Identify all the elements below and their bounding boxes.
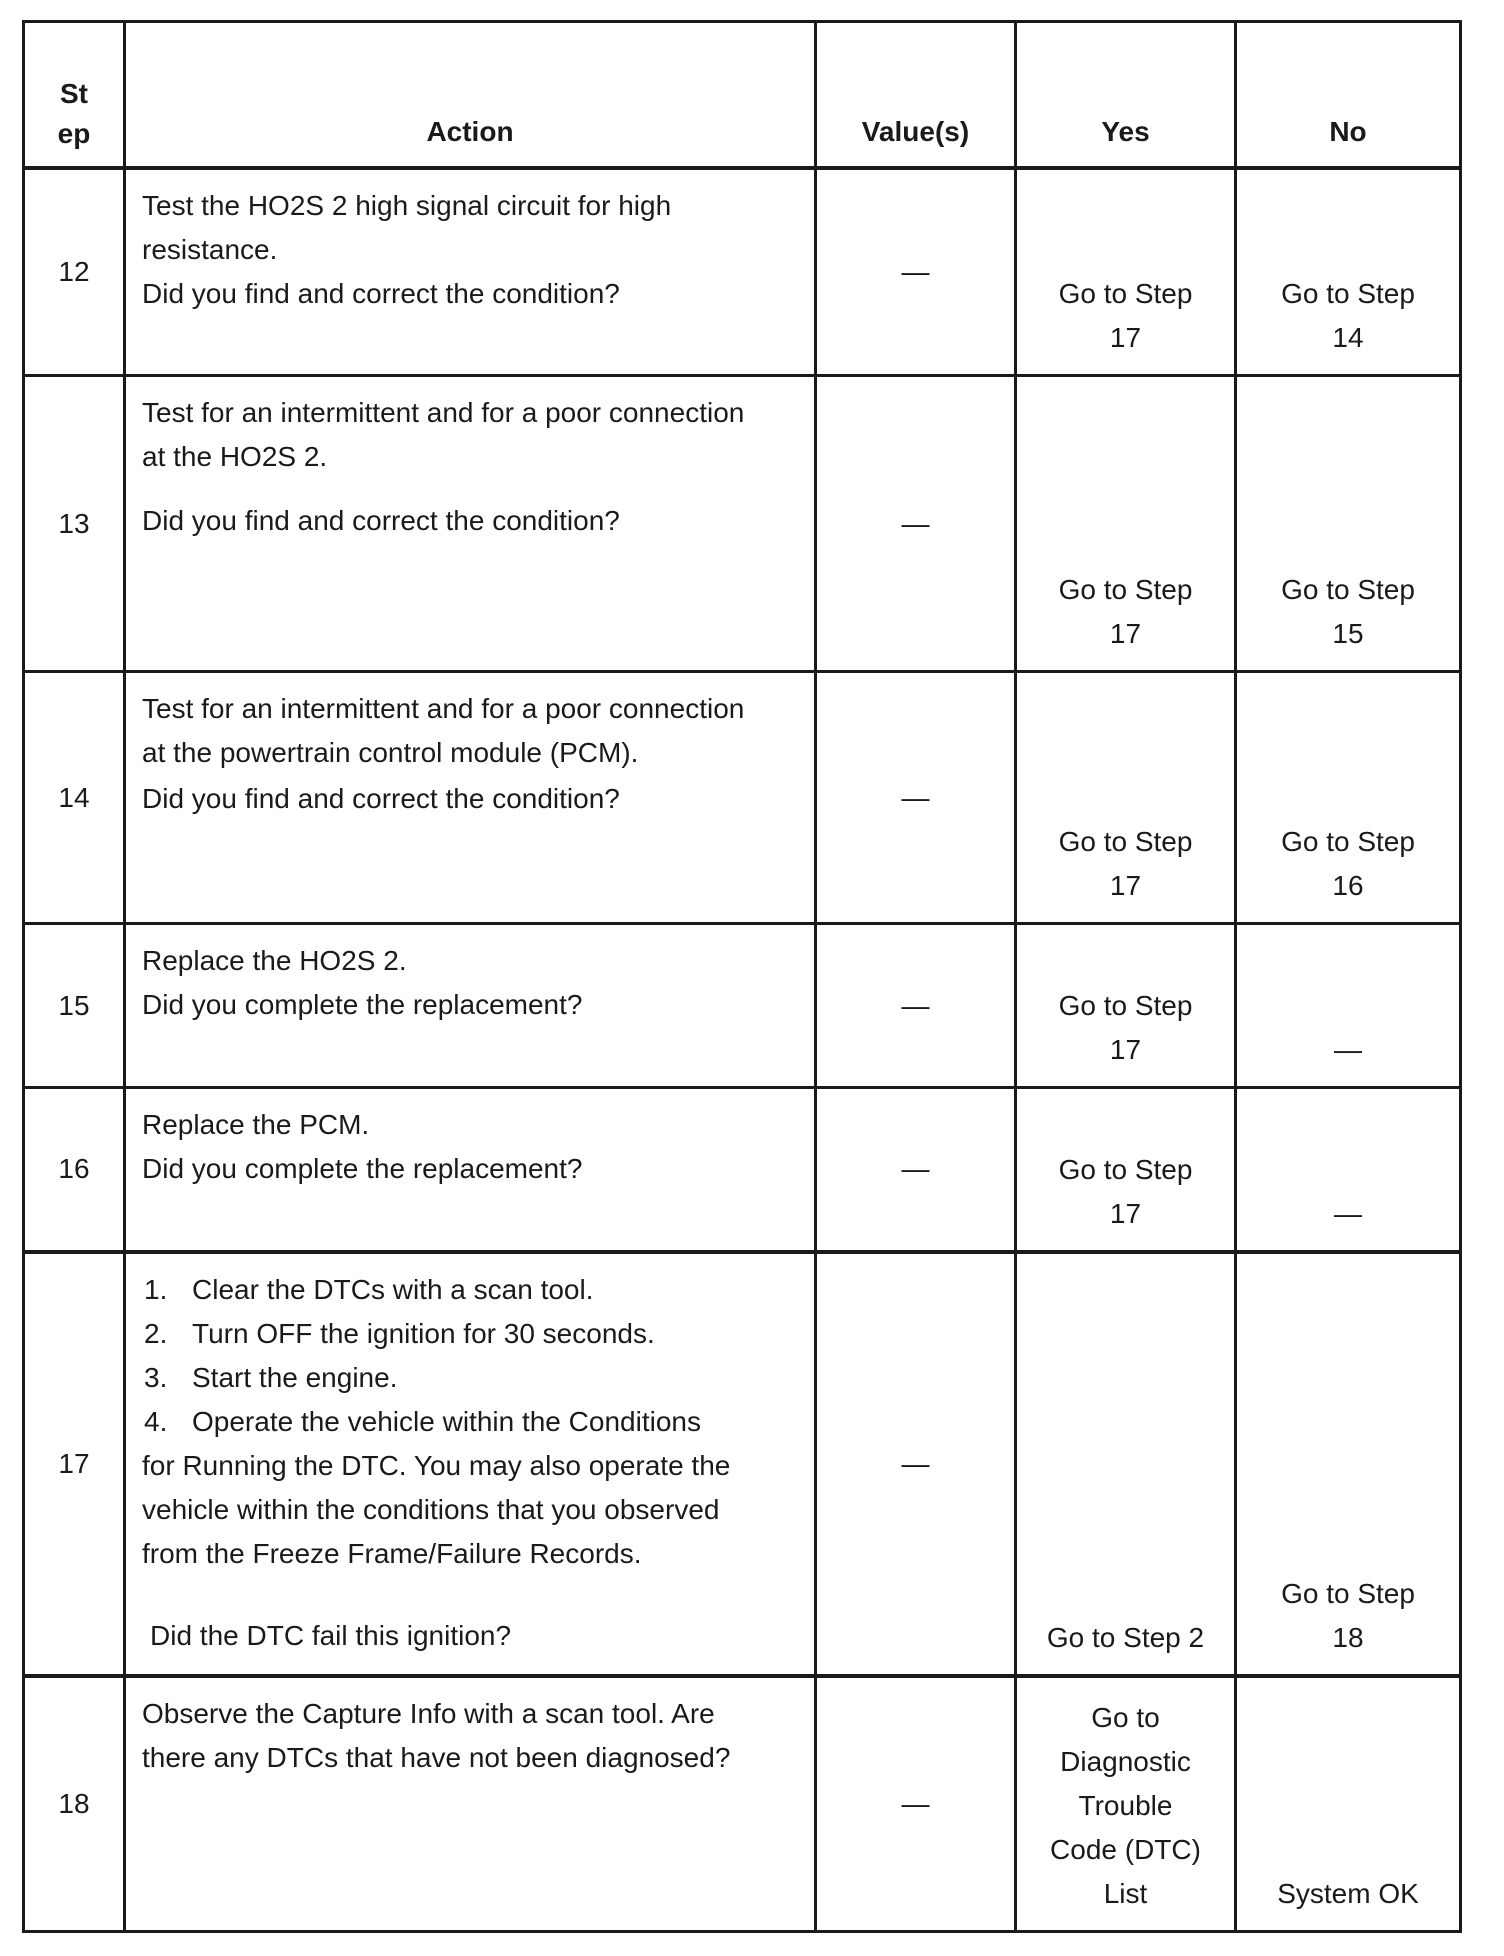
action-line: at the HO2S 2. [142, 441, 328, 472]
action-line: vehicle within the conditions that you observed [142, 1493, 720, 1525]
value-cell: — [816, 1676, 1016, 1932]
yes-cell: Go to Step 17 [1016, 1088, 1236, 1252]
diagnostic-procedure-document [22, 20, 1459, 1933]
step-number: 15 [24, 924, 125, 1088]
table-row-step-17 [24, 1252, 1461, 1676]
no-cell: Go to Step 14 [1236, 168, 1461, 376]
yes-cell: Go to Step 2 [1016, 1252, 1236, 1676]
action-cell [125, 1088, 816, 1252]
diagnostic-steps-table [22, 20, 1462, 1933]
table-row-step-18 [24, 1676, 1461, 1932]
action-question: Did you find and correct the condition? [142, 783, 620, 814]
value-cell: — [816, 672, 1016, 924]
action-question: there any DTCs that have not been diagnosed? [142, 1741, 731, 1773]
action-cell [125, 376, 816, 672]
list-item: 4. Operate the vehicle within the Conditions [144, 1405, 701, 1437]
action-column-header: Action [125, 22, 816, 168]
value-cell: — [816, 1088, 1016, 1252]
action-line: Test for an intermittent and for a poor connection [142, 397, 745, 428]
no-cell: System OK [1236, 1676, 1461, 1932]
step-number: 17 [24, 1252, 125, 1676]
no-cell: — [1236, 924, 1461, 1088]
step-column-header: St ep [24, 22, 125, 168]
action-question: Did the DTC fail this ignition? [150, 1619, 512, 1651]
table-header-row [24, 22, 1461, 168]
action-line: Observe the Capture Info with a scan tool. Are [142, 1697, 715, 1729]
action-line: resistance. [142, 233, 278, 265]
action-cell [125, 1252, 816, 1676]
value-cell: — [816, 924, 1016, 1088]
action-line: at the powertrain control module (PCM). [142, 737, 639, 768]
no-cell: Go to Step 16 [1236, 672, 1461, 924]
action-line: from the Freeze Frame/Failure Records. [142, 1537, 642, 1569]
no-column-header: No [1236, 22, 1461, 168]
action-question: Did you complete the replacement? [142, 989, 583, 1020]
table-row-step-16 [24, 1088, 1461, 1252]
action-cell [125, 924, 816, 1088]
action-question: Did you find and correct the condition? [142, 505, 620, 536]
no-cell: Go to Step 15 [1236, 376, 1461, 672]
step-number: 13 [24, 376, 125, 672]
action-line: Test for an intermittent and for a poor connection [142, 693, 745, 724]
yes-cell: Go to Step 17 [1016, 168, 1236, 376]
yes-cell: Go to Step 17 [1016, 924, 1236, 1088]
action-line: Test the HO2S 2 high signal circuit for high [142, 189, 672, 221]
step-number: 14 [24, 672, 125, 924]
action-question: Did you complete the replacement? [142, 1153, 583, 1184]
yes-cell: Go to Step 17 [1016, 376, 1236, 672]
list-item: 3. Start the engine. [144, 1361, 398, 1393]
table-row-step-13 [24, 376, 1461, 672]
value-cell: — [816, 1252, 1016, 1676]
value-column-header: Value(s) [816, 22, 1016, 168]
numbered-instructions [142, 1268, 796, 1444]
no-cell: — [1236, 1088, 1461, 1252]
action-line: Replace the HO2S 2. [142, 945, 407, 976]
yes-cell: Go to Step 17 [1016, 672, 1236, 924]
action-line: for Running the DTC. You may also operate the [142, 1449, 731, 1481]
value-cell: — [816, 168, 1016, 376]
action-cell [125, 168, 816, 376]
action-question: Did you find and correct the condition? [142, 277, 620, 309]
table-row-step-14 [24, 672, 1461, 924]
value-cell: — [816, 376, 1016, 672]
list-item: 1. Clear the DTCs with a scan tool. [144, 1273, 594, 1305]
action-line: Replace the PCM. [142, 1109, 370, 1140]
table-row-step-15 [24, 924, 1461, 1088]
table-row-step-12 [24, 168, 1461, 376]
step-number: 16 [24, 1088, 125, 1252]
step-number: 12 [24, 168, 125, 376]
no-cell: Go to Step 18 [1236, 1252, 1461, 1676]
action-cell [125, 672, 816, 924]
list-item: 2. Turn OFF the ignition for 30 seconds. [144, 1317, 655, 1349]
yes-column-header: Yes [1016, 22, 1236, 168]
yes-cell: Go to Diagnostic Trouble Code (DTC) List [1016, 1676, 1236, 1932]
step-number: 18 [24, 1676, 125, 1932]
action-cell [125, 1676, 816, 1932]
